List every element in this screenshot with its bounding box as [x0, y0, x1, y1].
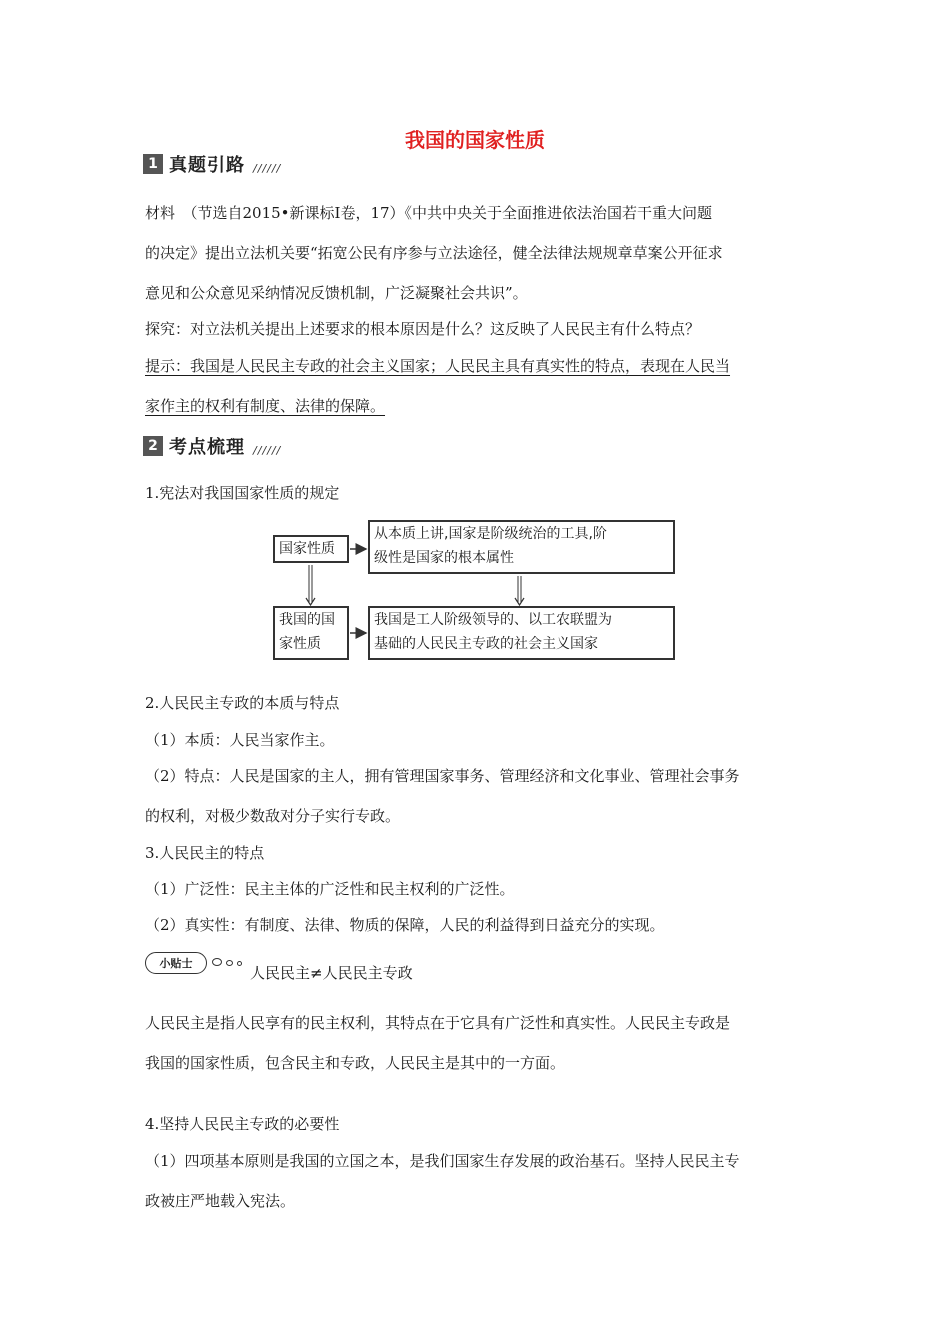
material-line-3: 意见和公众意见采纳情况反馈机制，广泛凝聚社会共识”。 — [145, 284, 528, 302]
section-header-2 — [143, 434, 281, 458]
tip-bubble-dot-1 — [212, 958, 222, 966]
tip-bubble-dot-2 — [226, 960, 233, 966]
tip-badge: 小贴士 — [145, 952, 207, 974]
section-label-2: 考点梳理 — [169, 437, 245, 458]
tip-line-1: 人民民主是指人民享有的民主权利，其特点在于它具有广泛性和真实性。人民民主专政是 — [145, 1014, 731, 1032]
section-label-1: 真题引路 — [169, 155, 245, 176]
hint-line-1: 提示：我国是人民民主专政的社会主义国家；人民民主具有真实性的特点，表现在人民当 — [145, 357, 731, 375]
box-state-nature: 国家性质 — [273, 535, 349, 563]
arrow-down-left — [306, 565, 315, 605]
point1-heading: 1.宪法对我国国家性质的规定 — [145, 484, 340, 502]
box-essence-line-1: 从本质上讲,国家是阶级统治的工具,阶 — [374, 526, 607, 542]
tip-title: 人民民主≠人民民主专政 — [250, 964, 413, 982]
material-line-2: 的决定》提出立法机关要“拓宽公民有序参与立法途径，健全法律法规规章草案公开征求 — [145, 244, 723, 262]
box-our-nature-line-2: 家性质 — [279, 636, 321, 652]
point4-heading: 4.坚持人民民主专政的必要性 — [145, 1115, 340, 1133]
diagram-arrows — [270, 518, 680, 664]
section-marks-2: ////// — [253, 443, 282, 457]
box-essence-line-2: 级性是国家的根本属性 — [374, 550, 514, 566]
section-number-2: 2 — [143, 436, 163, 456]
tip-bubble-dot-3 — [237, 961, 242, 966]
box-our-nature-line-1: 我国的国 — [279, 612, 335, 628]
point4-item-1-line-1: （1）四项基本原则是我国的立国之本，是我们国家生存发展的政治基石。坚持人民民主专 — [145, 1152, 740, 1170]
section-marks-1: ////// — [253, 161, 282, 175]
box-our-definition-line-1: 我国是工人阶级领导的、以工农联盟为 — [374, 612, 612, 628]
point2-item-2-line-1: （2）特点：人民是国家的主人，拥有管理国家事务、管理经济和文化事业、管理社会事务 — [145, 767, 740, 785]
point2-item-1: （1）本质：人民当家作主。 — [145, 731, 335, 749]
tip-line-2: 我国的国家性质，包含民主和专政，人民民主是其中的一方面。 — [145, 1054, 566, 1072]
material-line-1: 材料 （节选自2015•新课标Ⅰ卷，17）《中共中央关于全面推进依法治国若干重大问题 — [145, 204, 713, 222]
section-number-1: 1 — [143, 154, 163, 174]
hint-line-2: 家作主的权利有制度、法律的保障。 — [145, 397, 386, 415]
point4-item-1-line-2: 政被庄严地载入宪法。 — [145, 1192, 296, 1210]
point2-item-2-line-2: 的权利，对极少数敌对分子实行专政。 — [145, 807, 401, 825]
explore-question: 探究：对立法机关提出上述要求的根本原因是什么？这反映了人民民主有什么特点？ — [145, 320, 701, 338]
arrow-down-right — [515, 576, 524, 605]
point3-item-1: （1）广泛性：民主主体的广泛性和民主权利的广泛性。 — [145, 880, 515, 898]
point3-heading: 3.人民民主的特点 — [145, 844, 265, 862]
nature-diagram — [270, 518, 680, 664]
section-header-1 — [143, 152, 281, 176]
point3-item-2: （2）真实性：有制度、法律、物质的保障，人民的利益得到日益充分的实现。 — [145, 916, 665, 934]
box-our-definition-line-2: 基础的人民民主专政的社会主义国家 — [374, 636, 598, 652]
page-title: 我国的国家性质 — [405, 128, 545, 152]
point2-heading: 2.人民民主专政的本质与特点 — [145, 694, 340, 712]
